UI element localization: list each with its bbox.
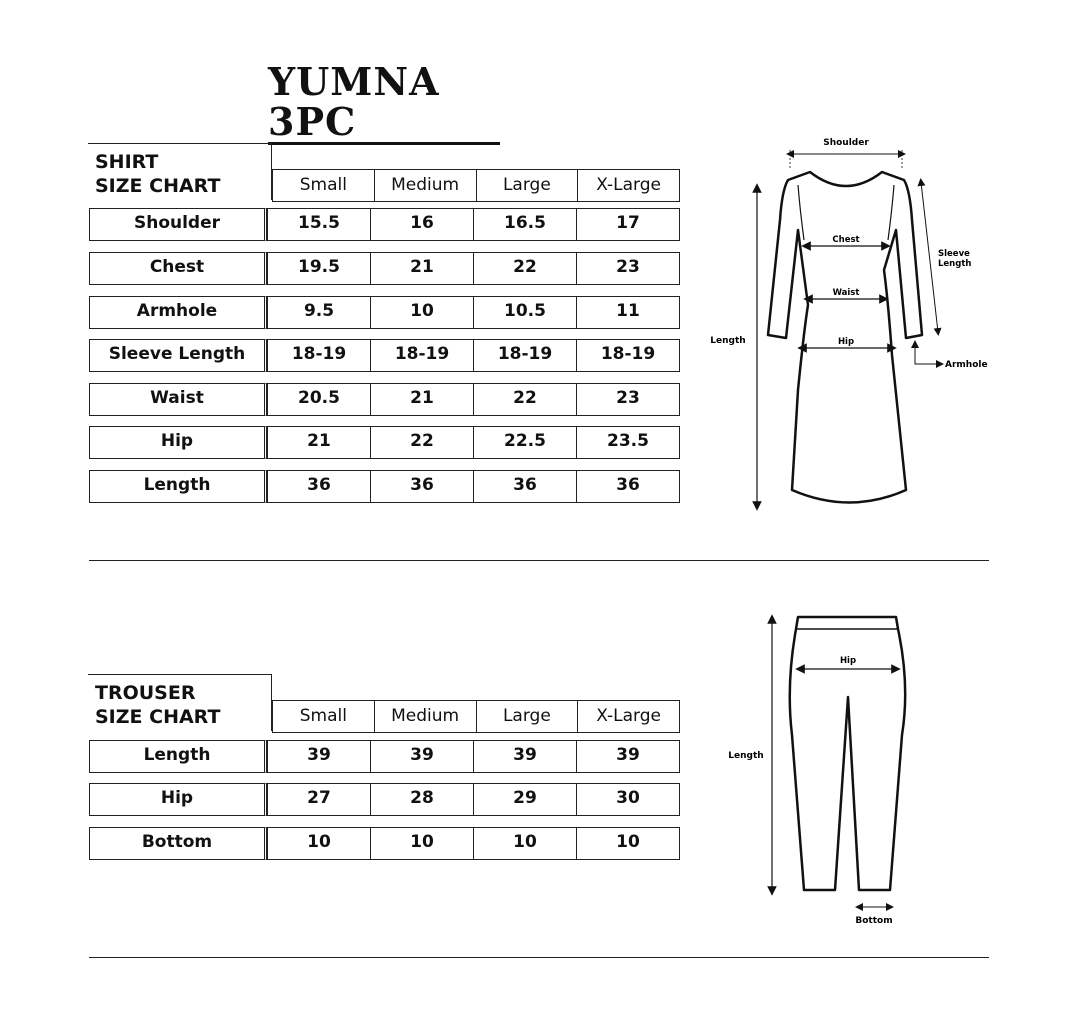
table-cell: 29	[473, 784, 576, 815]
table-cell: 28	[370, 784, 473, 815]
sleeve-label-line2: Length	[938, 259, 972, 269]
section-divider	[89, 560, 989, 561]
size-header-cell: X-Large	[577, 170, 679, 201]
table-row	[89, 426, 680, 459]
size-header-cell: Medium	[374, 170, 476, 201]
table-row	[89, 383, 680, 416]
row-label: Sleeve Length	[89, 339, 267, 372]
row-label: Armhole	[89, 296, 267, 329]
table-row	[89, 740, 680, 773]
table-row	[89, 470, 680, 503]
table-row	[89, 296, 680, 329]
trouser-diagram	[720, 605, 920, 935]
table-cell: 21	[370, 384, 473, 415]
table-cell: 19.5	[267, 253, 370, 284]
armhole-pointer	[915, 344, 940, 364]
table-cell: 11	[576, 297, 679, 328]
size-header-cell: Large	[476, 701, 578, 732]
sleeve-label-line1: Sleeve	[938, 249, 970, 259]
row-label: Length	[89, 740, 267, 773]
row-label: Hip	[89, 783, 267, 816]
table-cell: 18-19	[370, 340, 473, 371]
table-cell: 22.5	[473, 427, 576, 458]
table-row	[89, 252, 680, 285]
size-header-cell: Small	[272, 701, 374, 732]
table-cell: 10	[576, 828, 679, 859]
table-cell: 22	[370, 427, 473, 458]
shirt-size-header	[272, 169, 680, 202]
row-label: Length	[89, 470, 267, 503]
table-cell: 30	[576, 784, 679, 815]
table-cell: 21	[370, 253, 473, 284]
row-label: Bottom	[89, 827, 267, 860]
table-cell: 21	[267, 427, 370, 458]
trouser-heading-line1: TROUSER	[95, 682, 196, 704]
table-cell: 36	[473, 471, 576, 502]
table-row	[89, 783, 680, 816]
table-cell: 10	[267, 828, 370, 859]
table-cell: 17	[576, 209, 679, 240]
page-title: YUMNA 3PC	[268, 62, 500, 145]
row-label: Shoulder	[89, 208, 267, 241]
table-cell: 22	[473, 384, 576, 415]
shirt-chart-heading	[88, 143, 272, 200]
table-cell: 23	[576, 384, 679, 415]
sleeve-dim-line	[921, 182, 938, 332]
trouser-chart-heading	[88, 674, 272, 731]
waist-label: Waist	[832, 288, 860, 298]
shirt-diagram	[700, 130, 1000, 520]
trouser-heading-line2: SIZE CHART	[95, 706, 221, 728]
row-label: Chest	[89, 252, 267, 285]
table-cell: 9.5	[267, 297, 370, 328]
table-cell: 18-19	[576, 340, 679, 371]
table-cell: 36	[267, 471, 370, 502]
table-cell: 39	[267, 741, 370, 772]
shoulder-label: Shoulder	[823, 138, 869, 148]
table-cell: 39	[473, 741, 576, 772]
chest-label: Chest	[832, 235, 860, 245]
table-cell: 16	[370, 209, 473, 240]
table-cell: 18-19	[267, 340, 370, 371]
table-cell: 36	[370, 471, 473, 502]
table-row	[89, 339, 680, 372]
table-cell: 10	[370, 297, 473, 328]
shirt-heading-line2: SIZE CHART	[95, 175, 221, 197]
table-cell: 23	[576, 253, 679, 284]
section-divider	[89, 957, 989, 958]
table-cell: 15.5	[267, 209, 370, 240]
size-header-cell: Medium	[374, 701, 476, 732]
table-cell: 20.5	[267, 384, 370, 415]
table-cell: 39	[370, 741, 473, 772]
table-cell: 23.5	[576, 427, 679, 458]
row-label: Waist	[89, 383, 267, 416]
hip-label: Hip	[839, 656, 857, 666]
table-cell: 10.5	[473, 297, 576, 328]
table-cell: 10	[473, 828, 576, 859]
row-label: Hip	[89, 426, 267, 459]
table-cell: 16.5	[473, 209, 576, 240]
length-label: Length	[728, 751, 764, 761]
size-header-cell: Small	[272, 170, 374, 201]
size-header-cell: X-Large	[577, 701, 679, 732]
bottom-label: Bottom	[855, 916, 893, 926]
table-cell: 39	[576, 741, 679, 772]
table-cell: 18-19	[473, 340, 576, 371]
table-cell: 22	[473, 253, 576, 284]
table-row	[89, 208, 680, 241]
table-row	[89, 827, 680, 860]
armhole-label: Armhole	[945, 360, 988, 370]
trouser-size-header	[272, 700, 680, 733]
shirt-heading-line1: SHIRT	[95, 151, 159, 173]
hip-label: Hip	[837, 337, 855, 347]
size-header-cell: Large	[476, 170, 578, 201]
length-label: Length	[710, 336, 746, 346]
table-cell: 36	[576, 471, 679, 502]
table-cell: 27	[267, 784, 370, 815]
table-cell: 10	[370, 828, 473, 859]
